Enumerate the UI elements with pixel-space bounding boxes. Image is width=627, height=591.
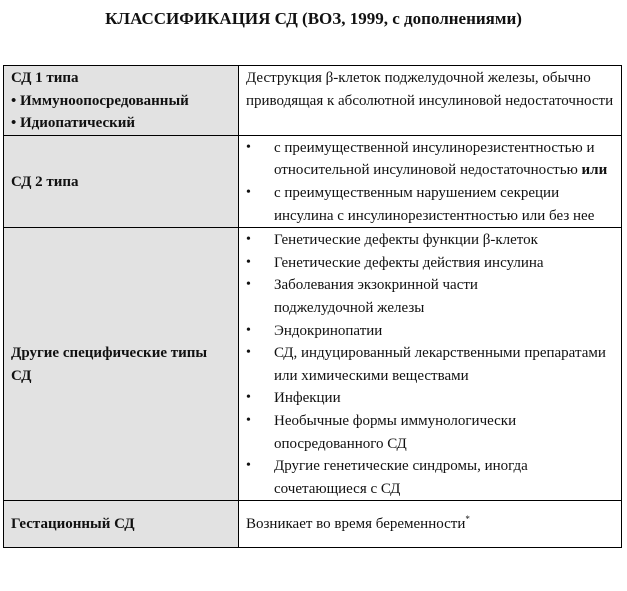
list-item: • Эндокринопатии xyxy=(246,320,614,343)
or-text: или xyxy=(581,162,608,179)
type2-cell: СД 2 типа xyxy=(4,135,239,227)
gestational-description xyxy=(239,501,622,548)
list-item: • с преимущественным нарушением секреции инсулина с инсулинорезистентностью или без нее xyxy=(246,182,614,227)
item-text: с преимущественной инсулинорезистентностью и относительной инсулиновой недостаточностью xyxy=(274,139,595,179)
type-label: СД 1 типа xyxy=(11,70,79,86)
type1-description: Деструкция β-клеток поджелудочной железы, обычно приводящая к абсолютной инсулиновой недостаточности xyxy=(239,66,622,136)
table-row xyxy=(4,66,622,136)
table-row xyxy=(4,228,622,501)
subtype-label: • Иммуноопосредованный xyxy=(11,92,189,109)
list-item: • СД, индуцированный лекарственными препаратами или химическими веществами xyxy=(246,342,614,387)
classification-table xyxy=(3,65,622,548)
list-item: • Другие генетические синдромы, иногда сочетающиеся с СД xyxy=(246,455,614,500)
type1-cell xyxy=(4,66,239,136)
other-types-description xyxy=(239,228,622,501)
page-title: КЛАССИФИКАЦИЯ СД (ВОЗ, 1999, с дополнениями) xyxy=(105,9,522,28)
list-item: • Необычные формы иммунологически опосредованного СД xyxy=(246,410,614,455)
description-text: Возникает во время беременности xyxy=(246,516,466,533)
subtype-label: • Идиопатический xyxy=(11,115,136,132)
list-item: • Генетические дефекты действия инсулина xyxy=(246,252,614,275)
list-item: • Инфекции xyxy=(246,387,614,410)
list-item xyxy=(246,137,614,182)
table-row xyxy=(4,135,622,227)
other-types-cell: Другие специфические типы СД xyxy=(4,228,239,501)
type2-description xyxy=(239,135,622,227)
footnote-mark: * xyxy=(465,514,470,525)
gestational-cell: Гестационный СД xyxy=(4,501,239,548)
list-item: • Генетические дефекты функции β-клеток xyxy=(246,229,614,252)
table-row xyxy=(4,501,622,548)
list-item: • Заболевания экзокринной части поджелудочной железы xyxy=(246,274,614,319)
